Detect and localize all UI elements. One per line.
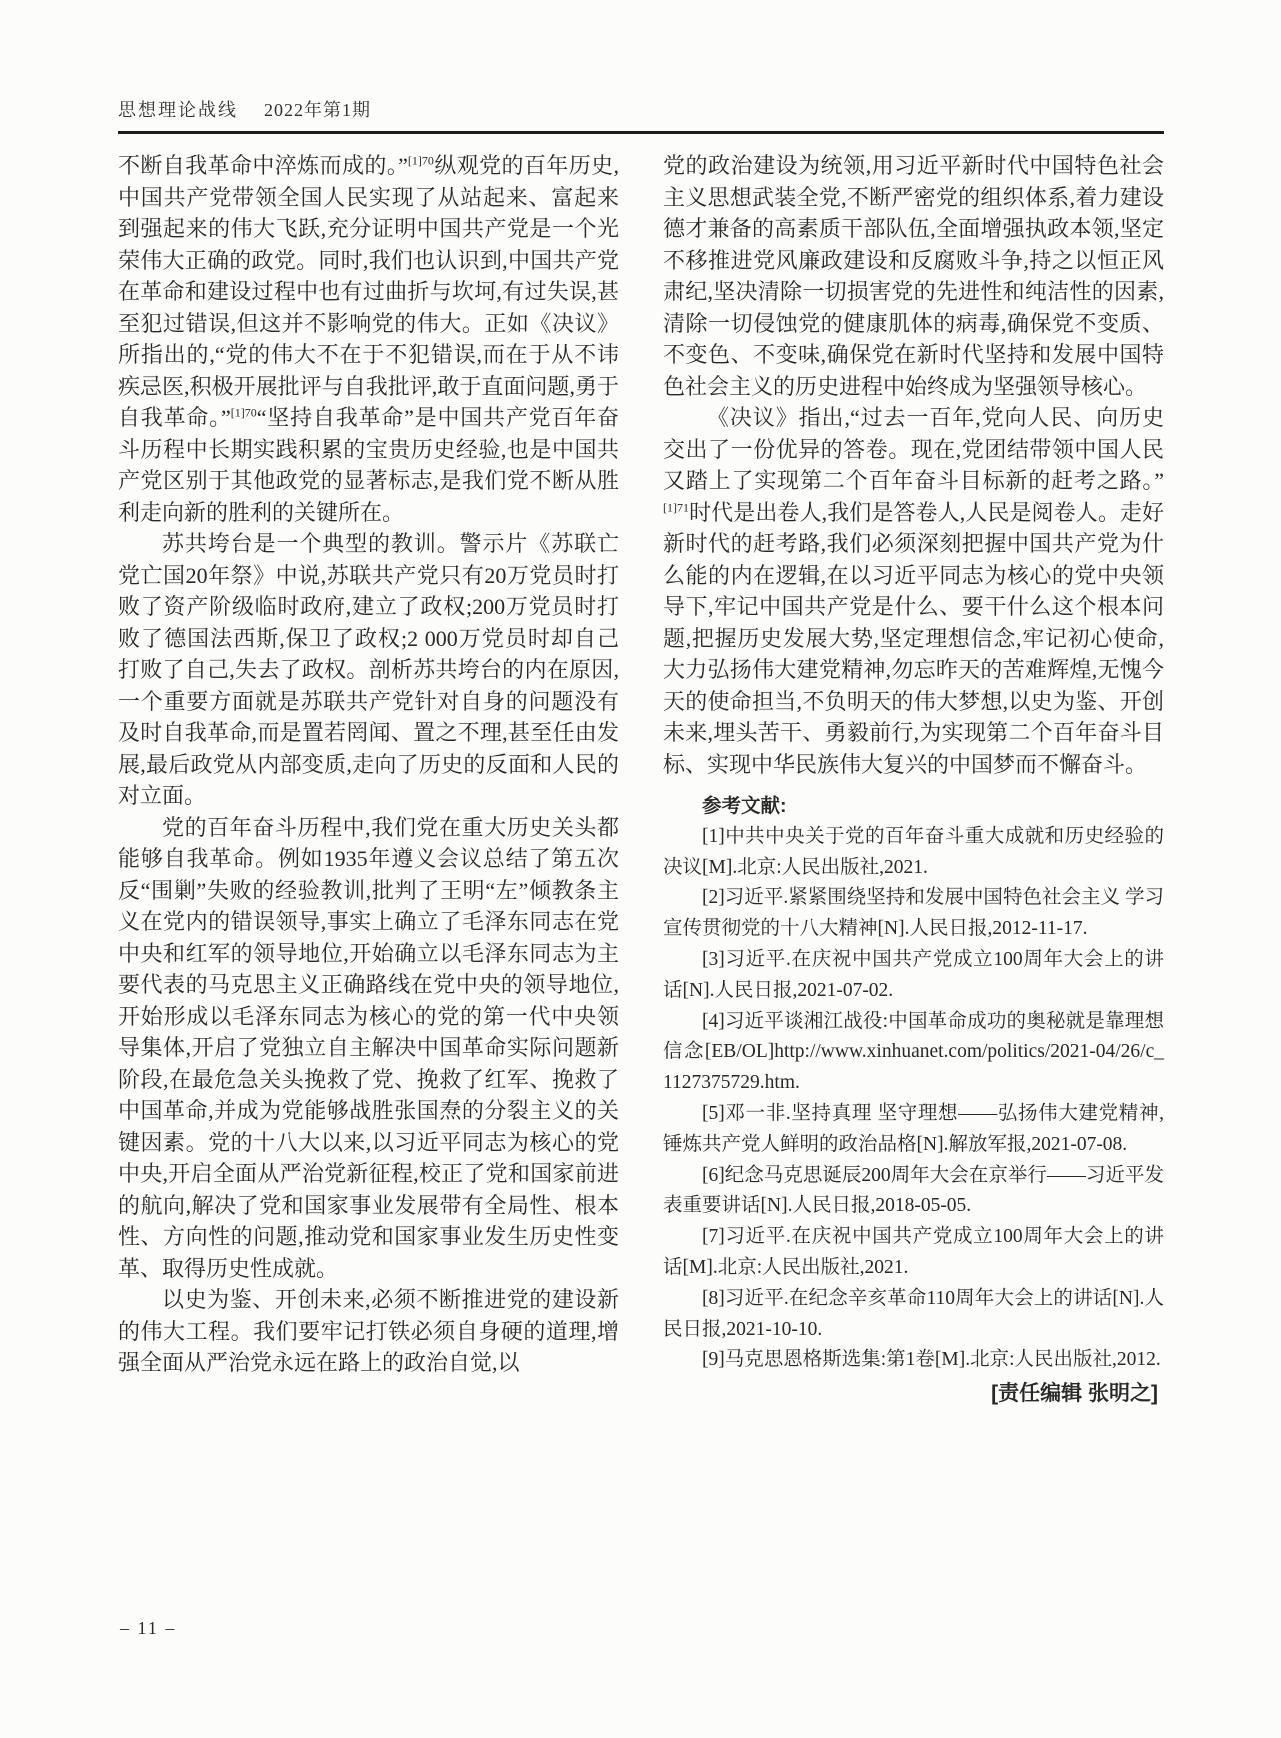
two-column-body [118, 150, 1164, 1409]
citation-superscript: [1]70 [230, 405, 257, 420]
reference-item: [3]习近平.在庆祝中国共产党成立100周年大会上的讲话[N].人民日报,2021-07-02. [663, 948, 1164, 1001]
paragraph: 以史为鉴、开创未来,必须不断推进党的建设新的伟大工程。我们要牢记打铁必须自身硬的道理,增强全面从严治党永远在路上的政治自觉,以 [118, 1287, 619, 1375]
references-section [663, 791, 1164, 1376]
paragraph-text: 时代是出卷人,我们是答卷人,人民是阅卷人。走好新时代的赶考路,我们必须深刻把握中国共产党为什么能的内在逻辑,在以习近平同志为核心的党中央领导下,牢记中国共产党是什么、要干什么这个根本问题,把握历史发展大势,坚定理想信念,牢记初心使命,大力弘扬伟大建党精神,勿忘昨天的苦难辉煌,无愧今天的使命担当,不负明天的伟大梦想,以史为鉴、开创未来,埋头苦干、勇毅前行,为实现第二个百年奋斗目标、实现中华民族伟大复兴的中国梦而不懈奋斗。 [663, 499, 1164, 777]
citation-superscript: [1]70 [407, 153, 434, 168]
column-left [118, 150, 619, 1409]
citation-superscript: [1]71 [663, 500, 689, 515]
paragraph: 党的政治建设为统领,用习近平新时代中国特色社会主义思想武装全党,不断严密党的组织体系,着力建设德才兼备的高素质干部队伍,全面增强执政本领,坚定不移推进党风廉政建设和反腐败斗争,持之以恒正风肃纪,坚决清除一切损害党的先进性和纯洁性的因素,清除一切侵蚀党的健康肌体的病毒,确保党不变质、不变色、不变味,确保党在新时代坚持和发展中国特色社会主义的历史进程中始终成为坚强领导核心。 [663, 153, 1164, 399]
column-right [663, 150, 1164, 1409]
paragraph: 苏共垮台是一个典型的教训。警示片《苏联亡党亡国20年祭》中说,苏联共产党只有20万党员时打败了资产阶级临时政府,建立了政权;200万党员时打败了德国法西斯,保卫了政权;2 000万党员时却自己打败了自己,失去了政权。剖析苏共垮台的内在原因,一个重要方面就是苏联共产党针对自身的问题没有及时自我革命,而是置若罔闻、置之不理,甚至任由发展,最后政党从内部变质,走向了历史的反面和人民的对立面。 [118, 531, 619, 808]
reference-item: [7]习近平.在庆祝中国共产党成立100周年大会上的讲话[M].北京:人民出版社,2021. [663, 1226, 1164, 1278]
reference-item: [6]纪念马克思诞辰200周年大会在京举行——习近平发表重要讲话[N].人民日报,2018-05-05. [663, 1164, 1164, 1217]
reference-item: [4]习近平谈湘江战役:中国革命成功的奥秘就是靠理想信念[EB/OL]http://www.xinhuanet.com/politics/2021-04/26/c_1127375729.htm. [663, 1010, 1164, 1094]
editor-note: [责任编辑 张明之] [991, 1382, 1158, 1406]
paragraph [118, 150, 619, 528]
paragraph-text: 不断自我革命中淬炼而成的。” [118, 153, 408, 178]
page-header [118, 96, 1163, 122]
reference-item: [8]习近平.在纪念辛亥革命110周年大会上的讲话[N].人民日报,2021-10-10. [663, 1287, 1164, 1340]
journal-title: 思想理论战线 [118, 100, 238, 120]
paragraph-text: “坚持自我革命”是中国共产党百年奋斗历程中长期实践积累的宝贵历史经验,也是中国共产党区别于其他政党的显著标志,是我们党不断从胜利走向新的胜利的关键所在。 [118, 405, 620, 525]
page-number: – 11 – [120, 1618, 177, 1638]
reference-item: [1]中共中央关于党的百年奋斗重大成就和历史经验的决议[M].北京:人民出版社,2021. [663, 825, 1164, 878]
header-divider [118, 131, 1164, 134]
references-heading: 参考文献: [702, 795, 787, 817]
reference-item: [2]习近平.紧紧围绕坚持和发展中国特色社会主义 学习宣传贯彻党的十八大精神[N].人民日报,2012-11-17. [663, 887, 1164, 940]
reference-item: [9]马克思恩格斯选集:第1卷[M].北京:人民出版社,2012. [702, 1349, 1161, 1371]
reference-item: [5]邓一非.坚持真理 坚守理想——弘扬伟大建党精神,锤炼共产党人鲜明的政治品格[N].解放军报,2021-07-08. [663, 1102, 1164, 1155]
paragraph [663, 402, 1164, 780]
journal-issue: 2022年第1期 [264, 100, 371, 120]
paragraph: 党的百年奋斗历程中,我们党在重大历史关头都能够自我革命。例如1935年遵义会议总结了第五次反“围剿”失败的经验教训,批判了王明“左”倾教条主义在党内的错误领导,事实上确立了毛泽东同志在党中央和红军的领导地位,开始确立以毛泽东同志为主要代表的马克思主义正确路线在党中央的领导地位,开始形成以毛泽东同志为核心的党的第一代中央领导集体,开启了党独立自主解决中国革命实际问题新阶段,在最危急关头挽救了党、挽救了红军、挽救了中国革命,并成为党能够战胜张国焘的分裂主义的关键因素。党的十八大以来,以习近平同志为核心的党中央,开启全面从严治党新征程,校正了党和国家前进的航向,解决了党和国家事业发展带有全局性、根本性、方向性的问题,推动党和国家事业发生历史性变革、取得历史性成就。 [118, 814, 619, 1281]
paragraph-text: 《决议》指出,“过去一百年,党向人民、向历史交出了一份优异的答卷。现在,党团结带领中国人民又踏上了实现第二个百年奋斗目标新的赶考之路。” [663, 405, 1164, 493]
paragraph-text: 纵观党的百年历史,中国共产党带领全国人民实现了从站起来、富起来到强起来的伟大飞跃,充分证明中国共产党是一个光荣伟大正确的政党。同时,我们也认识到,中国共产党在革命和建设过程中也有过曲折与坎坷,有过失误,甚至犯过错误,但这并不影响党的伟大。正如《决议》所指出的,“党的伟大不在于不犯错误,而在于从不讳疾忌医,积极开展批评与自我批评,敢于直面问题,勇于自我革命。” [118, 153, 619, 430]
